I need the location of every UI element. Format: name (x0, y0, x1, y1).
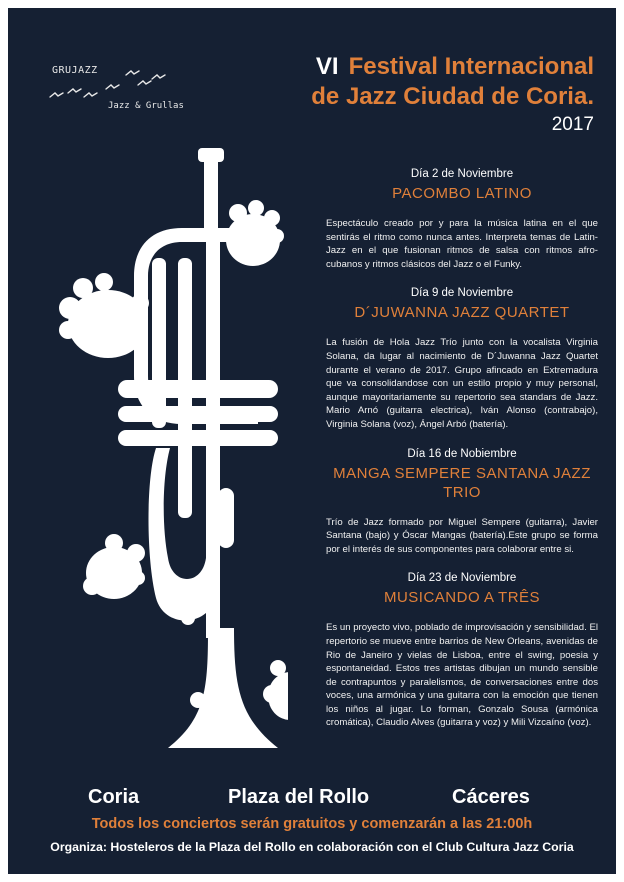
title-line-1: Festival Internacional (348, 53, 594, 80)
edition-numeral: VI (315, 53, 339, 80)
event-item (326, 287, 598, 431)
event-description: Trío de Jazz formado por Miguel Sempere (guitarra), Javier Santana (bajo) y Óscar Mangas (batería).Este grupo se forma por el interés de sus componentes para colaborar entre si. (326, 516, 598, 555)
event-date: Día 16 de Nobiembre (407, 447, 517, 460)
footer-province: Cáceres (452, 786, 530, 808)
event-artist: D´JUWANNA JAZZ QUARTET (354, 304, 570, 322)
poster (8, 8, 616, 874)
event-description: La fusión de Hola Jazz Trío junto con la vocalista Virginia Solana, da lugar al nacimiento de D´Juwanna Jazz Quartet durante el verano de 2017. Grupo afincado en Extremadura que va consolidandose con un estilo propio y muy personal, aunque mayoritariamente su repertorio sea standars de Jazz. Mario Arnó (guitarra electrica), Iván Alonso (contrabajo), Virginia Solana (voz), Ángel Arbó (batería). (326, 337, 598, 430)
event-artist: PACOMBO LATINO (392, 185, 532, 202)
trumpet-icon (28, 148, 288, 778)
event-date: Día 23 de Noviembre (407, 572, 517, 585)
footer-venue: Plaza del Rollo (228, 786, 370, 808)
event-date: Día 2 de Noviembre (410, 168, 514, 180)
event-item (326, 572, 598, 730)
event-date: Día 9 de Noviembre (410, 287, 514, 300)
free-entry-note: Todos los conciertos serán gratuitos y comenzarán a las 21:00h (91, 816, 533, 832)
event-item (326, 448, 598, 557)
event-artist: MUSICANDO A TRÊS (383, 589, 541, 607)
event-item (326, 168, 598, 271)
event-artist: MANGA SEMPERE SANTANA JAZZ TRIO (333, 464, 591, 501)
event-description: Es un proyecto vivo, poblado de improvisación y sensibilidad. El repertorio se mueve entre barrios de New Orleans, avenidas de Rio de Janeiro y vielas de Lisboa, entre el swing, poesia y espontaneidad. Estos tres artistas dibujan un mundo sensible de contrapuntos y paralelismos, de conversaciones entre dos voces, una armónica y una guitarra con la emoción que tienen los niños al jugar. Lo forman, Gonzalo Sousa (armónica cromática), Claudio Alves (guitarra y voz) y Mili Vizcaíno (voz). (326, 622, 598, 729)
festival-year: 2017 (551, 114, 594, 135)
festival-title (311, 52, 594, 138)
organizer-line: Organiza: Hosteleros de la Plaza del Rollo en colaboración con el Club Cultura Jazz Coria (50, 840, 574, 854)
event-list (326, 168, 598, 746)
title-line-2: de Jazz Ciudad de Coria. (311, 83, 594, 110)
cactus-icon (59, 200, 288, 720)
logo-name: GRUJAZZ (52, 65, 98, 76)
event-description: Espectáculo creado por y para la música latina en el que sentirás el ritmo como nunca antes. Interpreta temas de Latin-Jazz en el que fusionan ritmos de salsa con ritmos afro-cubanos y ritmos clásicos del Jazz o el Funky. (326, 218, 598, 270)
logo-tagline: Jazz & Grullas (108, 101, 184, 111)
footer-town: Coria (88, 786, 140, 808)
